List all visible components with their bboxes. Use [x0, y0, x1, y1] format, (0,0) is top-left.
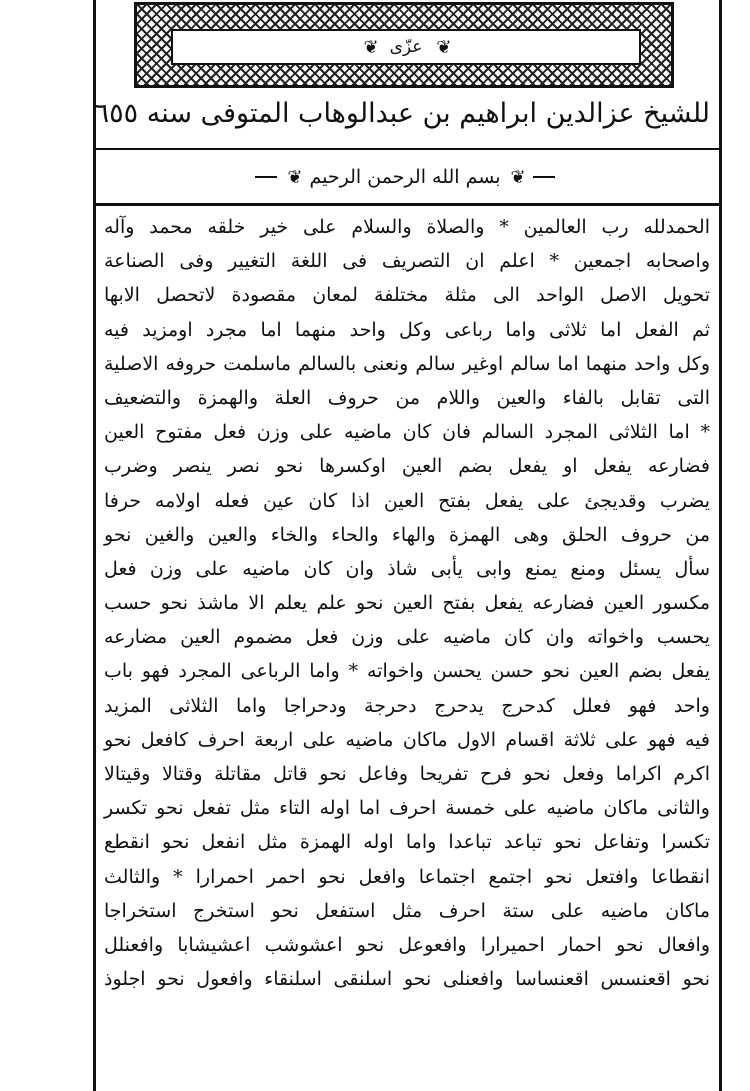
text-line: التى تقابل بالفاء والعين واللام من حروف العلة والهمزة والتضعيف	[104, 386, 710, 409]
text-line: يحسب واخواته وان كان ماضيه على وزن فعل مضموم العين مضارعه	[104, 626, 710, 649]
ornamental-title-frame	[134, 2, 674, 88]
basmala-text: بسم الله الرحمن الرحيم	[309, 166, 501, 188]
text-line: نحو اقعنسس اقعنساسا وافعنلى نحو اسلنقى اسلنقاء وافعول نحو اجلوذ	[104, 968, 710, 991]
flourish-right-icon: ❦	[436, 36, 449, 58]
text-line: يفعل بضم العين نحو حسن يحسن واخواته * واما الرباعى المجرد فهو باب	[104, 660, 710, 683]
basmala-line	[100, 154, 710, 200]
text-line: اكرم اكراما وفعل نحو فرح تفريحا وفاعل نحو قاتل مقاتلة وقتالا وقيتالا	[104, 763, 710, 785]
text-line: ثم الفعل اما ثلاثى واما رباعى وكل واحد منهما اما مجرد اومزيد فيه	[104, 318, 710, 341]
body-text	[104, 210, 710, 996]
frame-title: عزّى	[389, 37, 423, 57]
text-line: يضرب وقديجئ على يفعل بفتح العين اذا كان عين فعله اولامه حرفا	[104, 489, 710, 512]
text-line: وكل واحد منهما اما سالم اوغير سالم ونعنى بالسالم ماسلمت حروفه الاصلية	[104, 352, 710, 375]
text-line: تكسرا وتفاعل نحو تباعد تباعدا واما اوله الهمزة مثل انفعل نحو انقطع	[104, 831, 710, 854]
text-line: * اما الثلاثى المجرد السالم فان كان ماضيه على وزن فعل مفتوح العين	[104, 421, 710, 444]
basmala-divider	[95, 203, 720, 206]
flourish-basmala-right-icon: ❦	[510, 166, 523, 188]
flourish-left-icon: ❦	[363, 36, 376, 58]
text-line: وافعال نحو احمار احميرارا وافعوعل نحو اعشوشب اعشيشابا وافعنلل	[104, 933, 710, 956]
text-line: الحمدلله رب العالمين * والصلاة والسلام على خير خلقه محمد وآله	[104, 216, 710, 238]
text-line: واحد فهو فعلل كدحرج يدحرج دحرجة ودحراجا واما الثلاثى المزيد	[104, 694, 710, 717]
text-line: ماكان ماضيه على ستة احرف مثل استفعل نحو استخرج استخراجا	[104, 899, 710, 922]
header-divider	[95, 148, 720, 150]
text-line: سأل يسئل ومنع يمنع وابى يأبى شاذ وان كان ماضيه على وزن فعل	[104, 557, 710, 580]
left-margin-rule	[93, 0, 96, 1091]
flourish-basmala-left-icon: ❦	[287, 166, 300, 188]
text-line: من حروف الحلق وهى الهمزة والهاء والحاء والخاء والعين والغين نحو	[104, 523, 710, 546]
dash-ornament	[255, 176, 277, 178]
text-line: انقطاعا وافتعل نحو اجتمع اجتماعا وافعل نحو احمر احمرارا * والثالث	[104, 865, 710, 888]
dash-ornament	[533, 176, 555, 178]
text-line: والثانى ماكان ماضيه على خمسة احرف اما اوله التاء مثل تفعل نحو تكسر	[104, 797, 710, 820]
text-line: فضارعه يفعل او يفعل بضم العين اوكسرها نحو نصر ينصر وضرب	[104, 455, 710, 478]
text-line: فيه فهو على ثلاثة اقسام الاول ماكان ماضيه على اربعة احرف كافعل نحو	[104, 728, 710, 751]
author-heading: للشيخ عزالدين ابراهيم بن عبدالوهاب المتوفى سنه ٦٥٥	[94, 98, 710, 129]
right-margin-rule	[719, 0, 722, 1091]
text-line: مكسور العين فضارعه يفعل بفتح العين نحو علم يعلم الا ماشذ نحو حسب	[104, 592, 710, 615]
text-line: واصحابه اجمعين * اعلم ان التصريف فى اللغة التغيير وفى الصناعة	[104, 250, 710, 273]
text-line: تحويل الاصل الواحد الى مثلة مختلفة لمعان مقصودة لاتحصل الابها	[104, 284, 710, 307]
title-cartouche	[171, 29, 641, 65]
